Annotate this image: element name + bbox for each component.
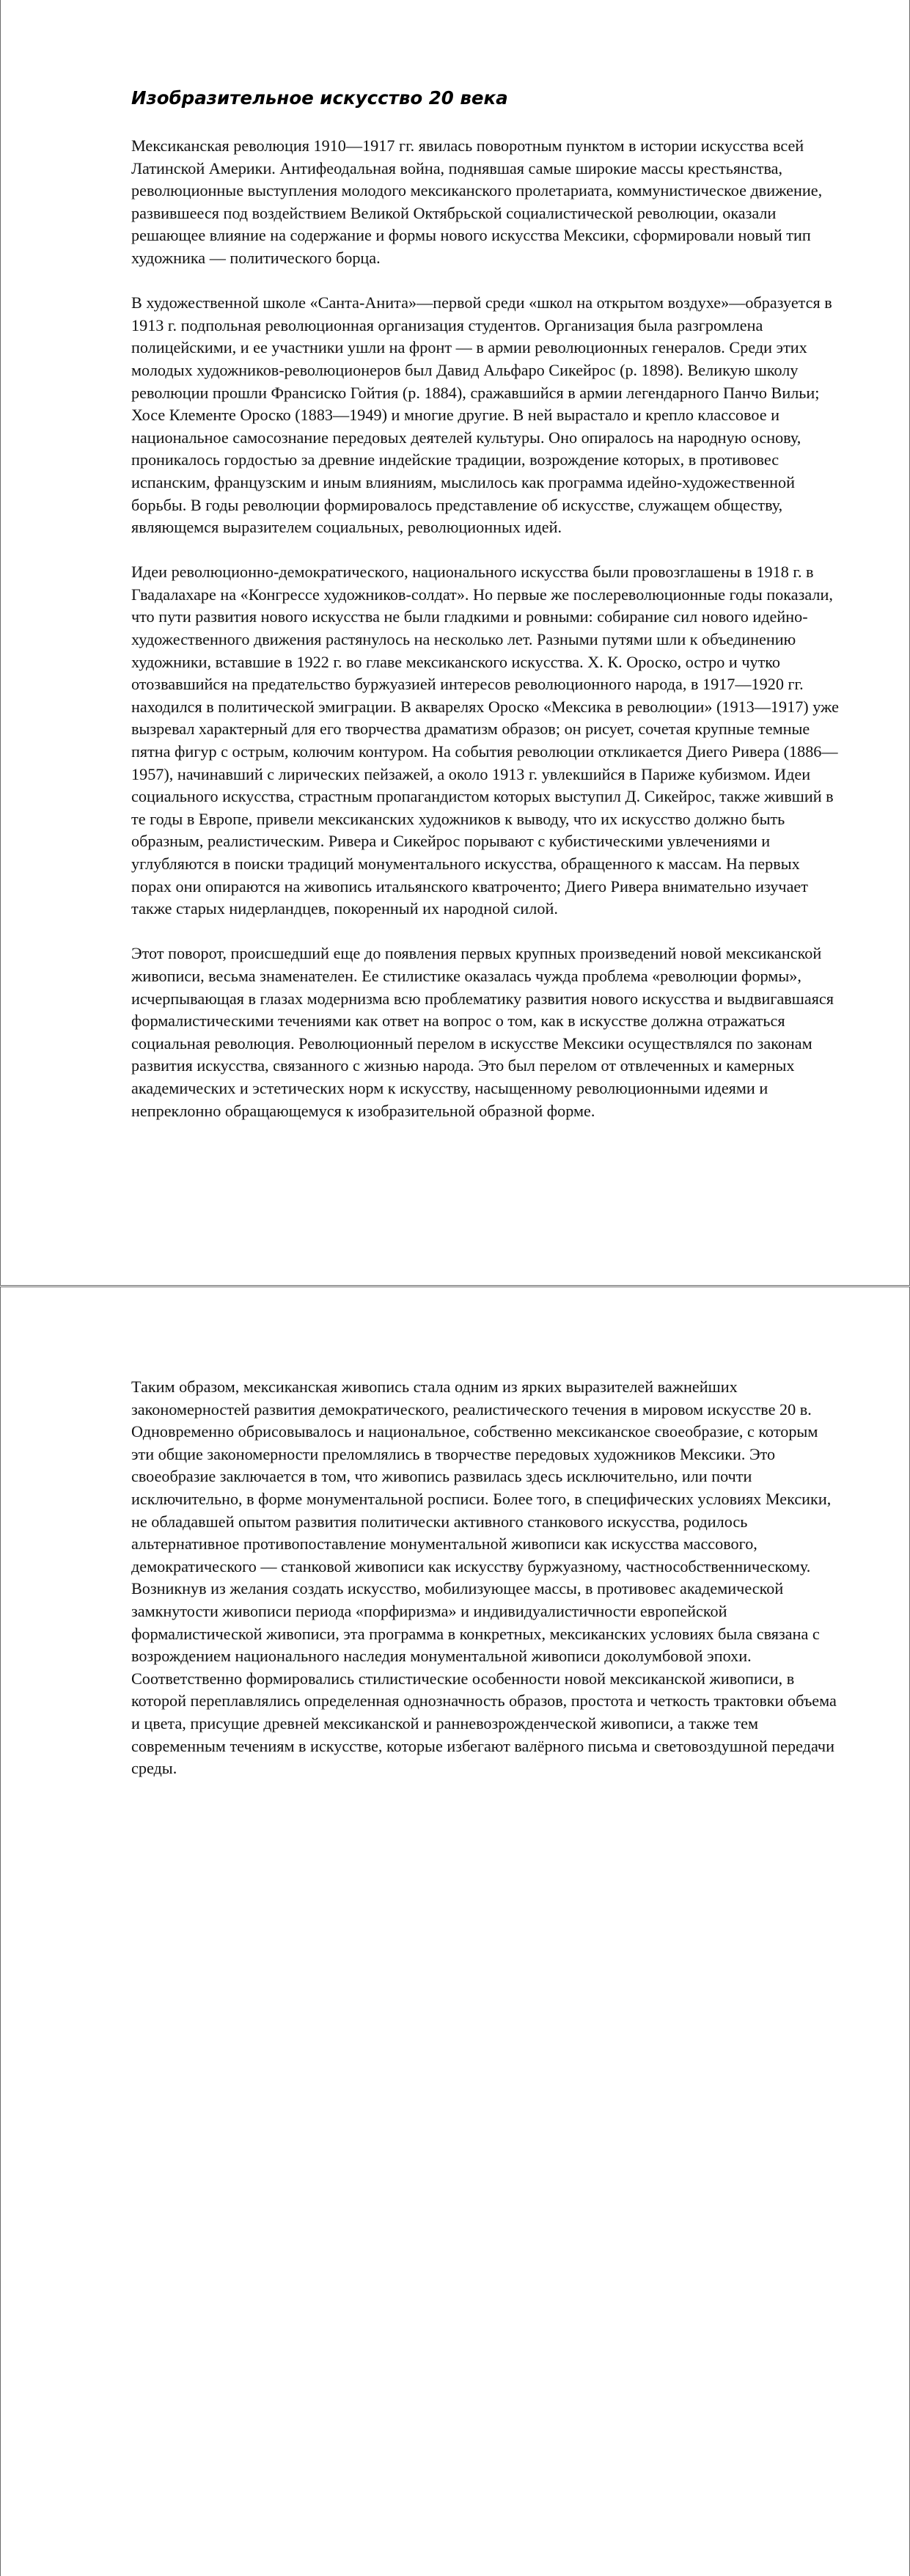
page-2-content	[131, 1376, 843, 1802]
paragraph-2: В художественной школе «Санта-Анита»—первой среди «школ на открытом воздухе»—образуется в 1913 г. подпольная революционная организация студентов. Организация была разгромлена полицейскими, и ее участники ушли на фронт — в армии революционных генералов. Среди этих молодых художников-революционеров был Давид Альфаро Сикейрос (р. 1898). Великую школу революции прошли Франсиско Гойтия (р. 1884), сражавшийся в армии легендарного Панчо Вильи; Хосе Клементе Ороско (1883—1949) и многие другие. В ней вырастало и крепло классовое и национальное самосознание передовых деятелей культуры. Оно опиралось на народную основу, проникалось гордостью за древние индейские традиции, возрождение которых, в противовес испанским, французским и иным влияниям, мыслилось как программа идейно-художественной борьбы. В годы революции формировалось представление об искусстве, служащем обществу, являющемся выразителем социальных, революционных идей.	[131, 293, 832, 537]
paragraph-5: Таким образом, мексиканская живопись стала одним из ярких выразителей важнейших закономерностей развития демократического, реалистического течения в мировом искусстве 20 в. Одновременно обрисовывалось и национальное, собственно мексиканское своеобразие, с которым эти общие закономерности преломлялись в творчестве передовых художников Мексики. Это своеобразие заключается в том, что живопись развилась здесь исключительно, или почти исключительно, в форме монументальной росписи. Более того, в специфических условиях Мексики, не обладавшей опытом развития политически активного станкового искусства, родилось альтернативное противопоставление монументальной живописи как искусства массового, демократического — станковой живописи как искусству буржуазному, частнособственническому. Возникнув из желания создать искусство, мобилизующее массы, в противовес академической замкнутости живописи периода «порфиризма» и индивидуалистичности европейской формалистической живописи, эта программа в конкретных, мексиканских условиях была связана с возрождением национального наследия монументальной живописи доколумбовой эпохи. Соответственно формировались стилистические особенности новой мексиканской живописи, в которой переплавлялись определенная однозначность образов, простота и четкость трактовки объема и цвета, присущие древней мексиканской и ранневозрожденческой живописи, а также тем современным течениям в искусстве, которые избегают валёрного письма и световоздушной передачи среды.	[131, 1377, 837, 1778]
paragraph-4: Этот поворот, происшедший еще до появления первых крупных произведений новой мексиканской живописи, весьма знаменателен. Ее стилистике оказалась чужда проблема «революции формы», исчерпывающая в глазах модернизма всю проблематику развития нового искусства и выдвигавшаяся формалистическими течениями как ответ на вопрос о том, как в искусстве должна отражаться социальная революция. Революционный перелом в искусстве Мексики осуществлялся по законам развития искусства, связанного с жизнью народа. Это был перелом от отвлеченных и камерных академических и эстетических норм к искусству, насыщенному революционными идеями и непреклонно обращающемуся к изобразительной образной форме.	[131, 944, 834, 1120]
paragraph-3: Идеи революционно-демократического, национального искусства были провозглашены в 1918 г. в Гвадалахаре на «Конгрессе художников-солдат». Но первые же послереволюционные годы показали, что пути развития нового искусства не были гладкими и ровными: собирание сил нового идейно-художественного движения растянулось на несколько лет. Разными путями шли к объединению художники, вставшие в 1922 г. во главе мексиканского искусства. X. К. Ороско, остро и чутко отозвавшийся на предательство буржуазией интересов революционного народа, в 1917—1920 гг. находился в политической эмиграции. В акварелях Ороско «Мексика в революции» (1913—1917) уже вызревал характерный для его творчества драматизм образов; он рисует, сочетая крупные темные пятна фигур с острым, колючим контуром. На события революции откликается Диего Ривера (1886—1957), начинавший с лирических пейзажей, а около 1913 г. увлекшийся в Париже кубизмом. Идеи социального искусства, страстным пропагандистом которых выступил Д. Сикейрос, также живший в те годы в Европе, привели мексиканских художников к выводу, что их искусство должно быть образным, реалистическим. Ривера и Сикейрос порывают с кубистическими увлечениями и углубляются в поиски традиций монументального искусства, обращенного к массам. На первых порах они опираются на живопись итальянского кватроченто; Диего Ривера внимательно изучает также старых нидерландцев, покоренный их народной силой.	[131, 563, 839, 918]
document-page-2	[0, 1287, 910, 2576]
document-title: Изобразительное искусство 20 века	[131, 87, 508, 109]
paragraph-1: Мексиканская революция 1910—1917 гг. явилась поворотным пунктом в истории искусства всей Латинской Америки. Антифеодальная война, поднявшая самые широкие массы крестьянства, революционные выступления молодого мексиканского пролетариата, коммунистическое движение, развившееся под воздействием Великой Октябрьской социалистической революции, оказали решающее влияние на содержание и формы нового искусства Мексики, сформировали новый тип художника — политического борца.	[131, 136, 823, 267]
page-1-content	[131, 87, 843, 1145]
document-page-1	[0, 0, 910, 1286]
